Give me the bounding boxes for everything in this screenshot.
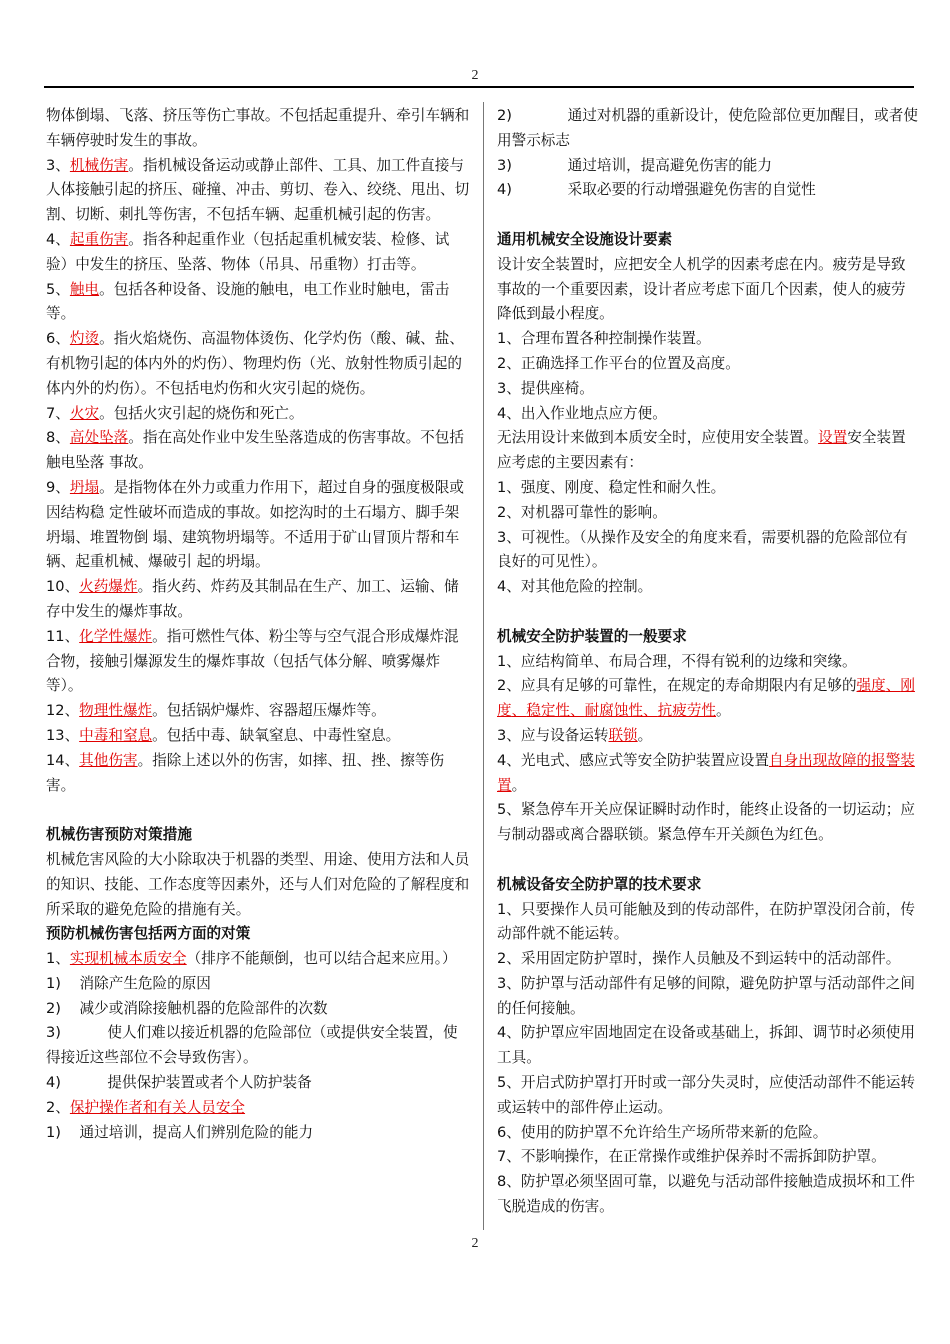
item-text: 使人们难以接近机器的危险部位（或提供安全装置，使得接近这些部位不会导致伤害）。 [46, 1024, 458, 1067]
paragraph [46, 1096, 470, 1121]
item-text: 。包括锅炉爆炸、容器超压爆炸等。 [152, 702, 386, 720]
paragraph [497, 1145, 919, 1170]
paragraph [497, 426, 919, 476]
paragraph [46, 228, 470, 278]
item-text: 1、合理布置各种控制操作装置。 [497, 330, 711, 348]
item-number: 2、 [46, 1098, 70, 1116]
item-text: 4、对其他危险的控制。 [497, 578, 653, 596]
separator: 、 [570, 702, 585, 720]
item-number: 11、 [46, 627, 80, 645]
paragraph [46, 749, 470, 799]
header-rule [44, 86, 914, 88]
highlighted-term: 自身出现故障的报警装置 [497, 751, 915, 794]
column-divider [483, 102, 484, 1230]
highlighted-term: 高处坠落 [69, 429, 129, 447]
paragraph [46, 402, 470, 427]
highlighted-term: 化学性爆炸 [79, 627, 153, 645]
right-column [497, 104, 919, 1220]
item-text: 3、提供座椅。 [497, 379, 594, 397]
paragraph [497, 898, 919, 948]
item-text: 3、防护罩与活动部件有足够的间隙，避免防护罩与活动部件之间的任何接触。 [497, 974, 915, 1017]
separator: 、 [511, 702, 527, 720]
item-text: 5、紧急停车开关应保证瞬时动作时，能终止设备的一切运动；应与制动器或离合器联锁。紧急停车开关颜色为红色。 [497, 801, 915, 844]
paragraph [497, 377, 919, 402]
paragraph [46, 327, 470, 401]
highlighted-term: 刚度 [497, 677, 915, 720]
highlighted-term: 火灾 [69, 404, 100, 422]
item-text: 2、正确选择工作平台的位置及高度。 [497, 354, 740, 372]
paragraph [46, 154, 470, 228]
paragraph [46, 426, 470, 476]
item-text: 6、使用的防护罩不允许给生产场所带来新的危险。 [497, 1123, 828, 1141]
item-text: 。指火药、炸药及其制品在生产、加工、运输、储存中发生的爆炸事故。 [46, 578, 459, 620]
item-text: 2、采用固定防护罩时，操作人员触及不到运转中的活动部件。 [497, 950, 901, 968]
paragraph [46, 1121, 470, 1146]
item-number: 1、 [46, 950, 70, 968]
paragraph [46, 699, 470, 724]
highlighted-term: 联锁 [608, 726, 638, 744]
item-text: 。包括各种设备、设施的触电，电工作业时触电，雷击等。 [46, 280, 450, 323]
item-number: 1) [46, 974, 80, 992]
section-heading: 机械设备安全防护罩的技术要求 [497, 875, 702, 893]
item-text: 设计安全装置时，应把安全人机学的因素考虑在内。疲劳是导致事故的一个重要因素，设计者应考虑下面几个因素，使人的疲劳降低到最小程度。 [497, 255, 906, 323]
highlighted-term: 保护操作者和有关人员安全 [69, 1098, 246, 1116]
item-number: 14、 [46, 751, 80, 769]
item-text: 安全装置应考虑的主要因素有： [497, 429, 906, 472]
highlighted-term: 机械伤害 [69, 156, 129, 174]
item-number: 13、 [46, 726, 80, 744]
item-text: 1、强度、刚度、稳定性和耐久性。 [497, 478, 726, 496]
item-text: 4、光电式、感应式等安全防护装置应设置 [497, 751, 769, 769]
paragraph [497, 501, 919, 526]
highlighted-term: 灼烫 [69, 330, 100, 348]
item-text: 。包括中毒、缺氧窒息、中毒性窒息。 [152, 726, 401, 744]
item-text: 3、可视性。（从操作及安全的角度来看，需要机器的危险部位有良好的可见性）。 [497, 528, 908, 571]
highlighted-term: 稳定性 [526, 702, 571, 720]
item-text: 。指可燃性气体、粉尘等与空气混合形成爆炸混合物，接触引爆源发生的爆炸事故（包括气体分解、喷雾爆炸等）。 [46, 627, 459, 695]
item-number: 12、 [46, 702, 80, 720]
paragraph [497, 104, 919, 154]
item-number: 1) [46, 1123, 80, 1141]
item-text: 。指火焰烧伤、高温物体烫伤、化学灼伤（酸、碱、盐、有机物引起的体内外的灼伤）、物理灼伤（光、放射性物质引起的体内外的灼伤）。不包括电灼伤和火灾引起的烧伤。 [46, 330, 464, 397]
highlighted-term: 坍塌 [69, 478, 100, 496]
item-text: 。 [716, 702, 731, 720]
item-text: 5、开启式防护罩打开时或一部分失灵时，应使活动部件不能运转或运转中的部件停止运动。 [497, 1074, 915, 1116]
section-heading: 机械安全防护装置的一般要求 [497, 627, 687, 645]
paragraph [497, 178, 919, 203]
item-text: 通过培训，提高避免伤害的能力 [567, 156, 772, 174]
highlighted-term: 触电 [69, 280, 100, 298]
item-text: 消除产生危险的原因 [79, 974, 211, 992]
item-text: 。指机械设备运动或静止部件、工具、加工件直接与人体接触引起的挤压、碰撞、冲击、剪切、卷入、绞绕、甩出、切割、切断、刺扎等伤害，不包括车辆、起重机械引起的伤害。 [46, 156, 470, 224]
item-text: 机械危害风险的大小除取决于机器的类型、用途、使用方法和人员的知识、技能、工作态度等因素外，还与人们对危险的了解程度和所采取的避免危险的措施有关。 [46, 850, 470, 918]
item-text: 。指除上述以外的伤害，如摔、扭、挫、擦等伤害。 [46, 751, 445, 794]
highlighted-term: 实现机械本质安全 [69, 950, 187, 968]
item-text: 7、不影响操作，在正常操作或维护保养时不需拆卸防护罩。 [497, 1148, 886, 1166]
paragraph [497, 327, 919, 352]
paragraph [497, 1121, 919, 1146]
separator: 、 [643, 702, 658, 720]
item-number: 9、 [46, 478, 70, 496]
paragraph [46, 625, 470, 699]
item-text: 3、应与设备运转 [497, 726, 609, 744]
paragraph [46, 1071, 470, 1096]
item-number: 4) [497, 181, 568, 199]
highlighted-term: 耐腐蚀性 [584, 702, 644, 720]
highlighted-term: 火药爆炸 [79, 578, 138, 596]
item-text: 1、只要操作人员可能触及到的传动部件，在防护罩没闭合前，传动部件就不能运转。 [497, 900, 915, 943]
paragraph [497, 1170, 919, 1220]
item-text: 2、对机器可靠性的影响。 [497, 503, 667, 521]
paragraph [46, 972, 470, 997]
paragraph [497, 402, 919, 427]
highlighted-term: 其他伤害 [79, 751, 138, 769]
paragraph [46, 104, 470, 154]
highlighted-term: 强度 [856, 677, 886, 695]
item-text: 。包括火灾引起的烧伤和死亡。 [99, 404, 304, 422]
page-number-top: 2 [471, 68, 479, 83]
paragraph [46, 1021, 470, 1071]
item-number: 3) [46, 1024, 108, 1042]
item-number: 6、 [46, 330, 70, 348]
item-number: 5、 [46, 280, 70, 298]
paragraph [497, 972, 919, 1022]
highlighted-term: 起重伤害 [69, 230, 129, 248]
item-number: 3) [497, 156, 568, 174]
item-text: 。 [637, 726, 653, 744]
item-text: 1、应结构简单、布局合理，不得有锐利的边缘和突缘。 [497, 652, 857, 670]
paragraph [497, 526, 919, 576]
item-number: 7、 [46, 404, 70, 422]
paragraph [46, 278, 470, 328]
separator: 、 [885, 677, 901, 695]
section-heading: 机械伤害预防对策措施 [46, 826, 192, 844]
paragraph [497, 724, 919, 749]
item-text: 通过培训，提高人们辨别危险的能力 [79, 1123, 314, 1141]
item-text: 4、出入作业地点应方便。 [497, 404, 667, 422]
highlighted-term: 物理性爆炸 [79, 702, 153, 720]
item-text: 。指在高处作业中发生坠落造成的伤害事故。不包括触电坠落 事故。 [46, 429, 464, 472]
item-text: 4、防护罩应牢固地固定在设备或基础上，拆卸、调节时必须使用工具。 [497, 1024, 915, 1067]
item-text: 。指各种起重作业（包括起重机械安装、检修、试验）中发生的挤压、坠落、物体（吊具、吊重物）打击等。 [46, 230, 450, 273]
item-text: 减少或消除接触机器的危险部件的次数 [79, 999, 328, 1017]
page-number-bottom: 2 [471, 1236, 479, 1251]
paragraph [497, 154, 919, 179]
paragraph [497, 253, 919, 327]
item-text: 无法用设计来做到本质安全时，应使用安全装置。 [497, 429, 819, 447]
paragraph [46, 848, 470, 922]
left-column [46, 104, 470, 1145]
paragraph [497, 575, 919, 600]
paragraph [497, 476, 919, 501]
paragraph [46, 947, 470, 972]
paragraph [497, 798, 919, 848]
item-text: 提供保护装置或者个人防护装备 [107, 1074, 312, 1092]
highlighted-term: 抗疲劳性 [657, 702, 717, 720]
paragraph [497, 1071, 919, 1121]
paragraph [497, 650, 919, 675]
item-text: 2、应具有足够的可靠性，在规定的寿命期限内有足够的 [497, 677, 857, 695]
paragraph [497, 947, 919, 972]
item-text: 8、防护罩必须坚固可靠，以避免与活动部件接触造成损坏和工件飞脱造成的伤害。 [497, 1173, 915, 1216]
item-number: 2) [497, 107, 568, 124]
item-text: 采取必要的行动增强避免伤害的自觉性 [567, 181, 816, 199]
item-number: 3、 [46, 156, 70, 174]
section-heading: 预防机械伤害包括两方面的对策 [46, 925, 251, 943]
paragraph [497, 352, 919, 377]
item-text: 。是指物体在外力或重力作用下，超过自身的强度极限或因结构稳 定性破坏而造成的事故。如挖沟时的土石塌方、脚手架坍塌、堆置物倒 塌、建筑物坍塌等。不适用于矿山冒顶片帮和车辆、起重机械、爆破引 起的坍塌。 [46, 478, 464, 571]
paragraph [46, 476, 470, 575]
highlighted-term: 设置 [818, 429, 848, 447]
item-number: 2) [46, 999, 80, 1017]
item-text: 通过对机器的重新设计，使危险部位更加醒目，或者使用警示标志 [497, 107, 918, 149]
item-number: 10、 [46, 578, 80, 596]
item-text: 。 [511, 776, 527, 794]
item-text: 物体倒塌、飞落、挤压等伤亡事故。不包括起重提升、牵引车辆和车辆停驶时发生的事故。 [46, 107, 470, 149]
paragraph [497, 749, 919, 799]
highlighted-term: 中毒和窒息 [79, 726, 153, 744]
paragraph [46, 997, 470, 1022]
item-number: 4) [46, 1074, 108, 1092]
paragraph [497, 674, 919, 724]
paragraph [46, 724, 470, 749]
item-text: （排序不能颠倒，也可以结合起来应用。） [186, 950, 457, 968]
paragraph [46, 575, 470, 625]
item-number: 4、 [46, 230, 70, 248]
paragraph [497, 1021, 919, 1071]
item-number: 8、 [46, 429, 70, 447]
section-heading: 通用机械安全设施设计要素 [497, 230, 673, 248]
